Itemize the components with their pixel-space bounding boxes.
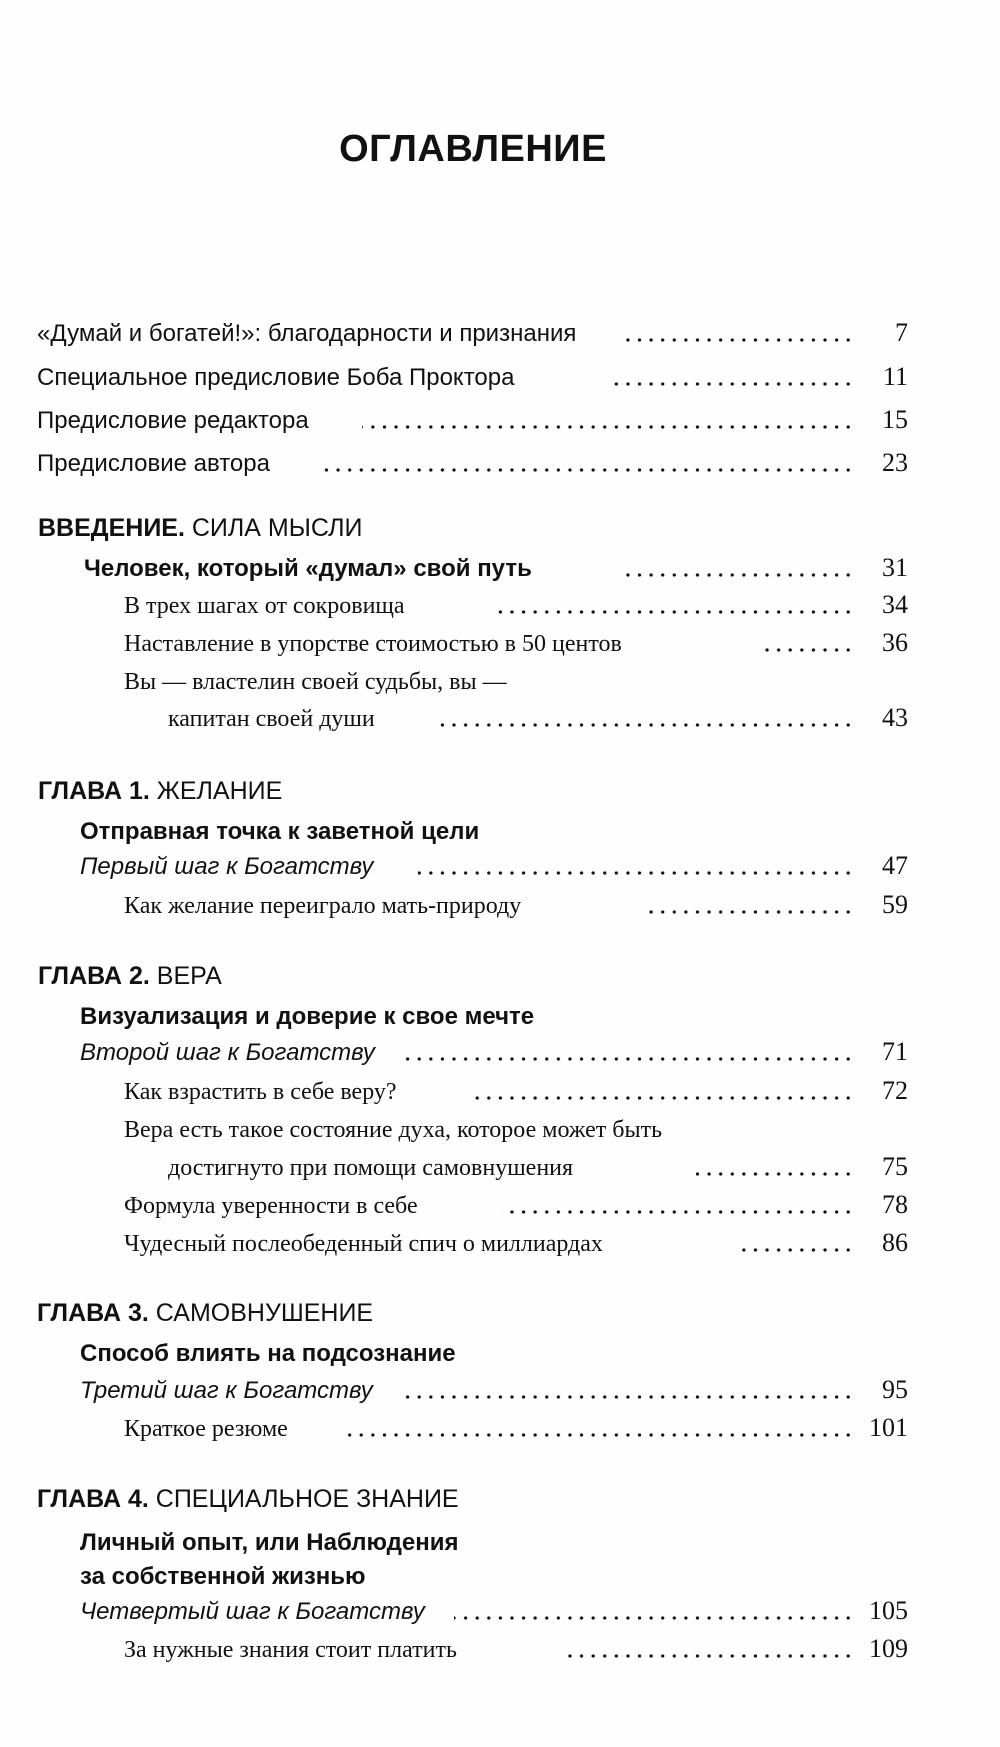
toc-entry[interactable] [0,399,1000,433]
dot-leader [470,1096,854,1100]
page-title: ОГЛАВЛЕНИЕ [339,128,607,170]
dot-leader [498,610,854,614]
toc-entry-line[interactable] [0,1108,1000,1142]
chapter-label: ГЛАВА 4. [37,1485,149,1513]
dot-leader [620,573,854,577]
step-title: Первый шаг к Богатству [80,853,374,880]
section-title-row [0,995,1000,1029]
section-title: Визуализация и доверие к свое мечте [80,1003,535,1030]
toc-entry[interactable] [0,1222,1000,1256]
dot-leader [622,338,854,342]
page-number: 95 [882,1375,908,1404]
toc-entry-text: достигнуто при помощи самовнушения [168,1155,574,1181]
dot-leader [440,723,854,727]
toc-entry-text: «Думай и богатей!»: благодарности и признания [37,320,577,347]
toc-entry[interactable] [0,442,1000,476]
page-number: 101 [869,1413,908,1442]
chapter-heading [0,770,1000,804]
dot-leader [762,648,854,652]
dot-leader [696,1172,854,1176]
dot-leader [502,1210,854,1214]
page-number: 23 [882,448,908,477]
page-number: 109 [869,1634,908,1663]
page-number: 86 [882,1228,908,1257]
section-title: Личный опыт, или Наблюдения [80,1529,459,1556]
step-title: Второй шаг к Богатству [80,1039,375,1066]
section-title-row [0,1555,1000,1589]
section-title-row [0,1332,1000,1366]
toc-entry[interactable] [0,584,1000,618]
page-number: 15 [882,405,908,434]
dot-leader [454,1616,854,1620]
page-number: 59 [882,890,908,919]
page-number: 75 [882,1152,908,1181]
chapter-heading [0,955,1000,989]
dot-leader [646,910,854,914]
page-number: 72 [882,1076,908,1105]
toc-entry-text: капитан своей души [168,706,375,732]
dot-leader [560,1654,854,1658]
toc-step[interactable] [0,845,1000,879]
toc-entry-text: Краткое резюме [124,1416,288,1442]
dot-leader [362,425,854,429]
toc-entry-text: Как желание переиграло мать-природу [124,893,522,919]
toc-entry-text: Наставление в упорстве стоимостью в 50 центов [124,631,622,657]
toc-entry[interactable] [0,312,1000,346]
step-title: Третий шаг к Богатству [80,1377,373,1404]
toc-entry[interactable] [0,1407,1000,1441]
page-number: 71 [882,1037,908,1066]
toc-entry-text: Вера есть такое состояние духа, которое может быть [124,1117,663,1143]
chapter-heading [0,1478,1000,1512]
chapter-name: СПЕЦИАЛЬНОЕ ЗНАНИЕ [155,1485,459,1513]
toc-entry[interactable] [0,1070,1000,1104]
page-number: 11 [882,362,908,391]
chapter-label: ГЛАВА 2. [38,962,150,990]
chapter-name: ЖЕЛАНИЕ [156,777,283,805]
chapter-name: ВЕРА [156,962,222,990]
toc-entry-text: Как взрастить в себе веру? [124,1079,397,1105]
toc-entry-text: Специальное предисловие Боба Проктора [37,364,515,391]
toc-entry-text: За нужные знания стоит платить [124,1637,457,1663]
page-number: 31 [882,553,908,582]
page-number: 36 [882,628,908,657]
toc-entry-text: В трех шагах от сокровища [124,593,405,619]
toc-entry[interactable] [0,1184,1000,1218]
page-number: 7 [895,318,908,347]
dot-leader [404,1395,854,1399]
toc-entry[interactable] [0,622,1000,656]
toc-entry[interactable] [0,1628,1000,1662]
section-title: Человек, который «думал» свой путь [84,555,532,582]
dot-leader [418,871,854,875]
section-title-row [0,1521,1000,1555]
chapter-heading [0,1292,1000,1326]
dot-leader [318,468,854,472]
page-number: 105 [869,1596,908,1625]
toc-entry[interactable] [0,356,1000,390]
toc-section[interactable] [0,547,1000,581]
page-number: 43 [882,703,908,732]
toc-entry-text: Вы — властелин своей судьбы, вы — [124,669,507,695]
section-title: за собственной жизнью [80,1563,366,1590]
part-label: ВВЕДЕНИЕ. [38,514,185,542]
part-name: СИЛА МЫСЛИ [191,514,363,542]
toc-entry[interactable] [0,1146,1000,1180]
toc-entry[interactable] [0,884,1000,918]
toc-entry-text: Чудесный послеобеденный спич о миллиардах [124,1231,603,1257]
dot-leader [404,1057,854,1061]
dot-leader [344,1433,854,1437]
toc-entry-text: Формула уверенности в себе [124,1193,418,1219]
dot-leader [742,1248,854,1252]
page-number: 34 [882,590,908,619]
section-title-row [0,810,1000,844]
toc-step[interactable] [0,1369,1000,1403]
section-title: Отправная точка к заветной цели [80,818,480,845]
toc-step[interactable] [0,1590,1000,1624]
toc-entry-text: Предисловие автора [37,450,270,477]
chapter-label: ГЛАВА 3. [37,1299,149,1327]
toc-entry[interactable] [0,697,1000,731]
chapter-label: ГЛАВА 1. [38,777,150,805]
page-number: 47 [882,851,908,880]
step-title: Четвертый шаг к Богатству [80,1598,425,1625]
dot-leader [612,382,854,386]
page-number: 78 [882,1190,908,1219]
chapter-name: САМОВНУШЕНИЕ [155,1299,374,1327]
toc-step[interactable] [0,1031,1000,1065]
part-heading [0,507,1000,541]
section-title: Способ влиять на подсознание [80,1340,456,1367]
toc-entry-text: Предисловие редактора [37,407,309,434]
toc-entry-line[interactable] [0,660,1000,694]
